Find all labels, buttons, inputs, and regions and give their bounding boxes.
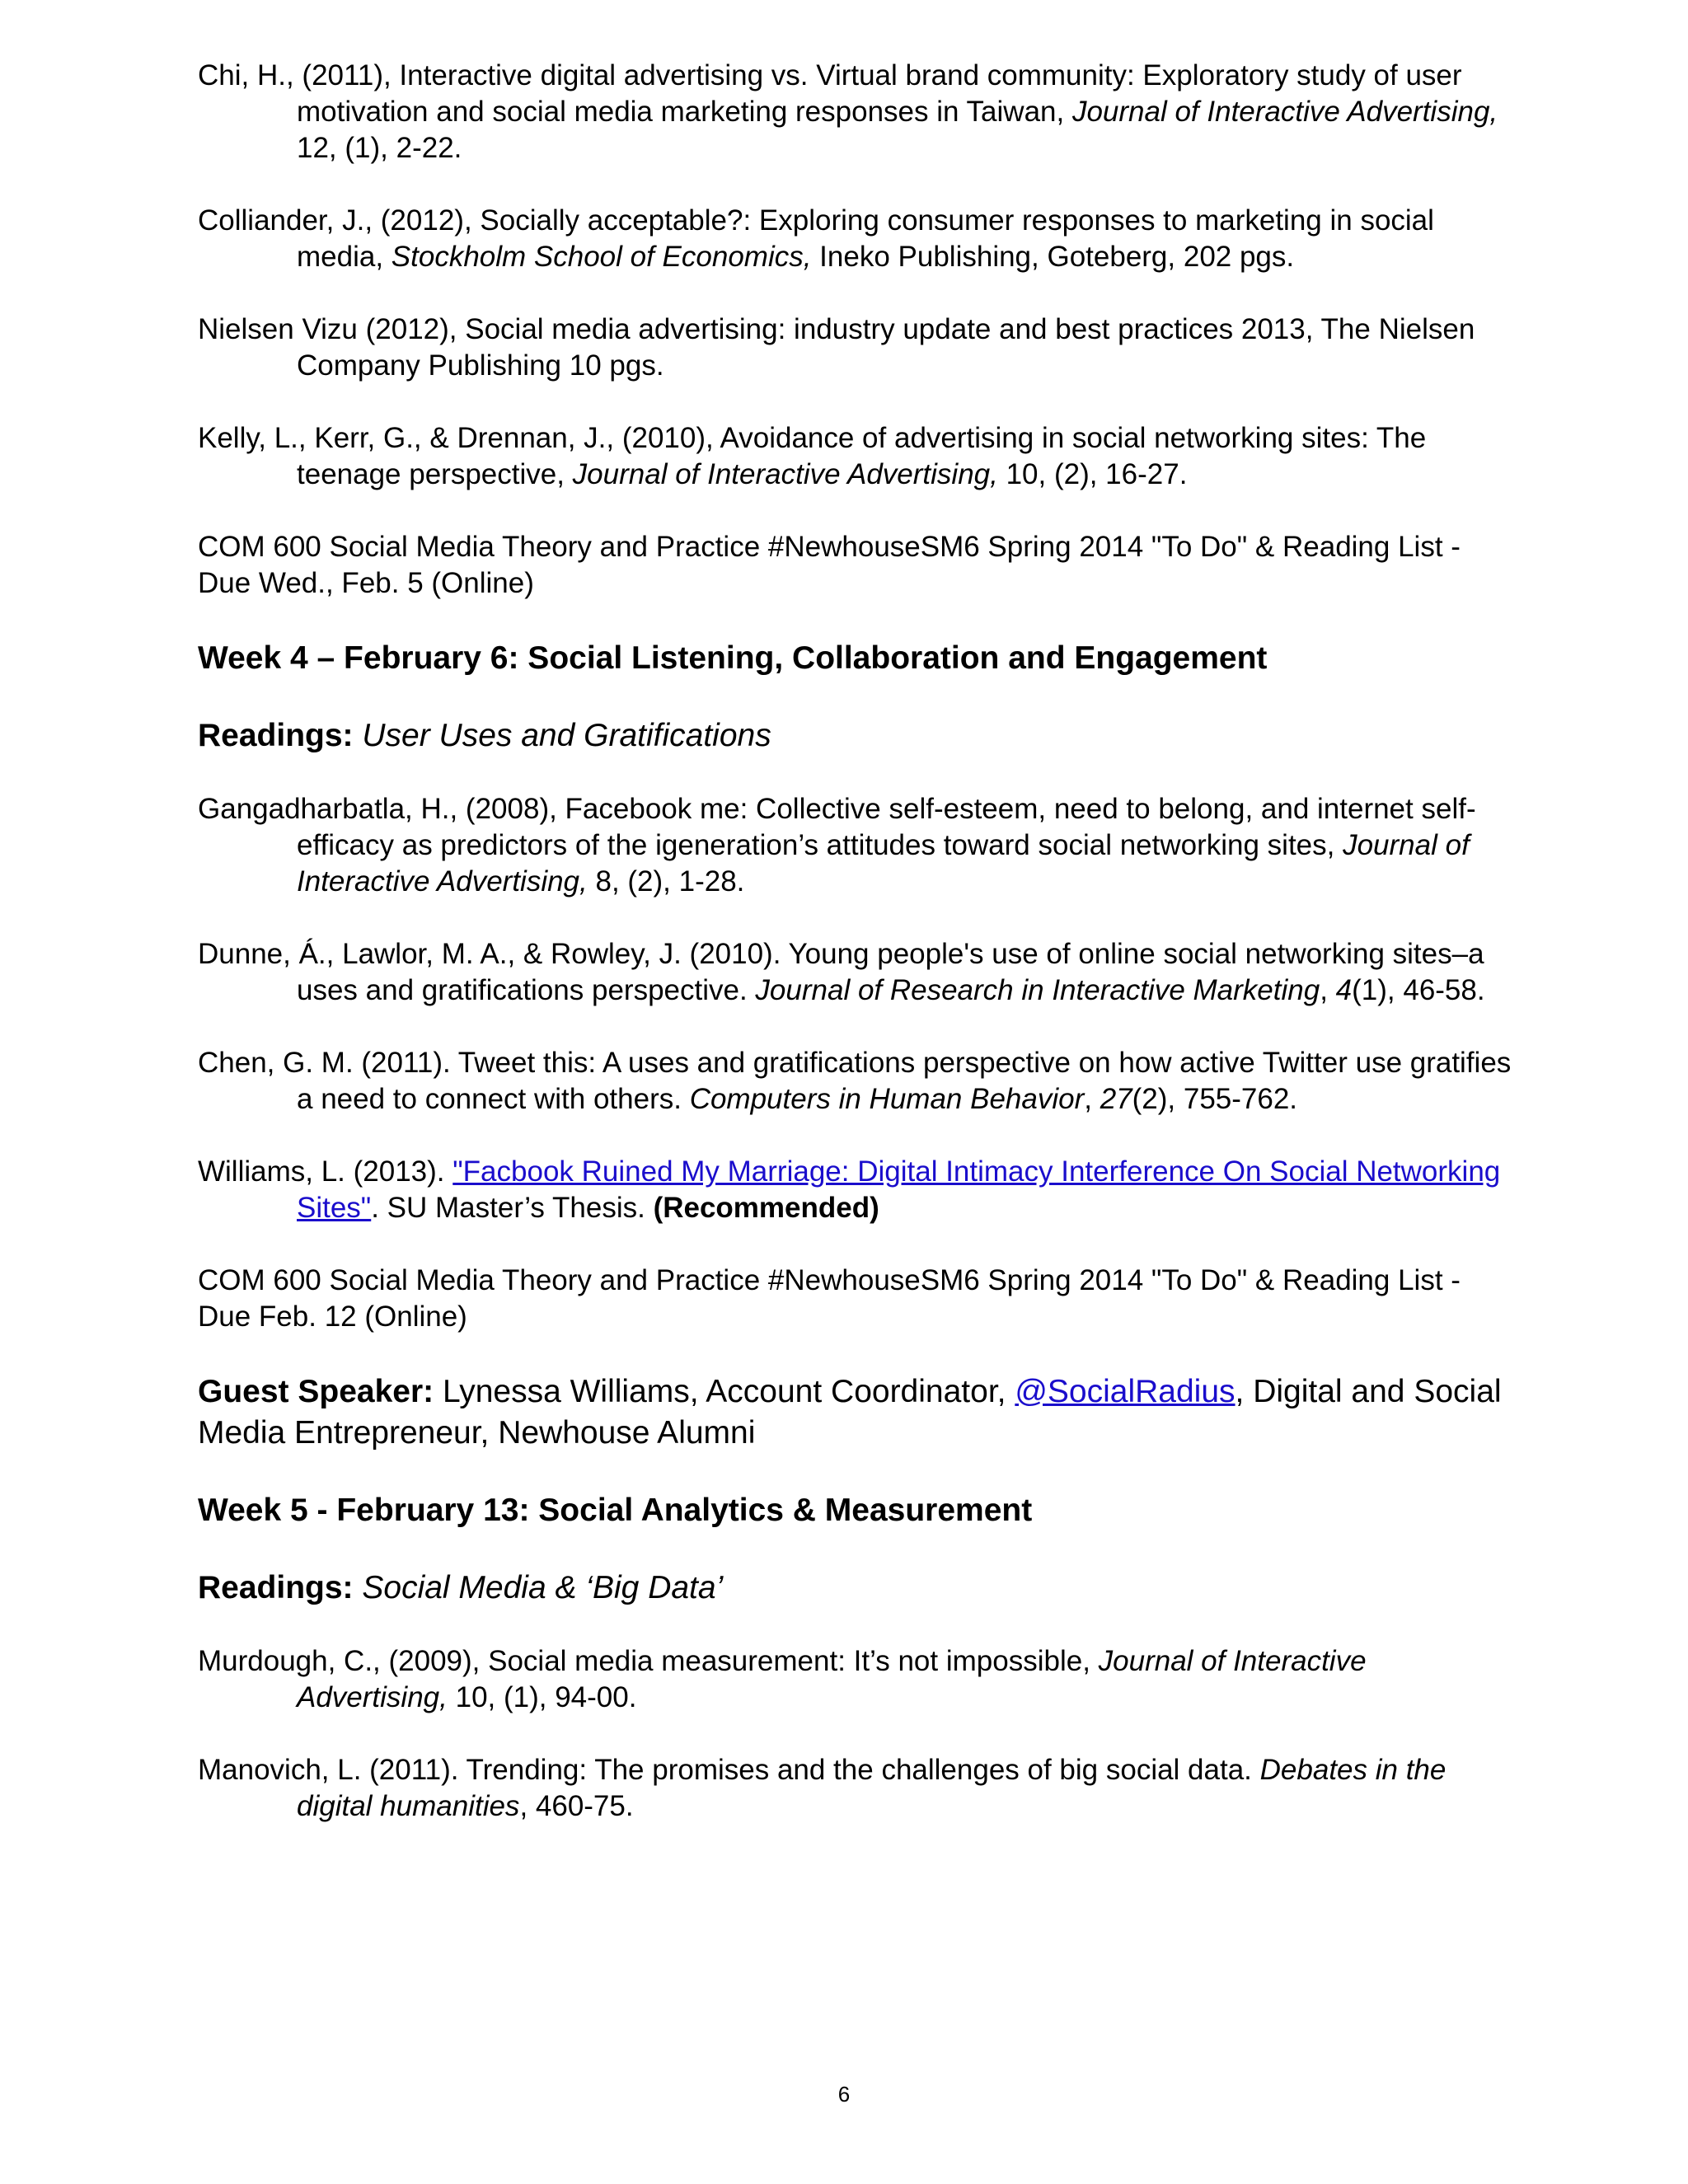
recommended-label: (Recommended) bbox=[653, 1192, 879, 1224]
todo-reading-list-1: COM 600 Social Media Theory and Practice #NewhouseSM6 Spring 2014 "To Do" & Reading List - Due Wed., Feb. 5 (Online) bbox=[198, 531, 1461, 599]
social-radius-link[interactable]: @SocialRadius bbox=[1015, 1374, 1236, 1409]
week-5-heading: Week 5 - February 13: Social Analytics & Measurement bbox=[198, 1493, 1033, 1528]
page-number: 6 bbox=[837, 2082, 851, 2107]
week-5-readings-title: Readings: Social Media & ‘Big Data’ bbox=[198, 1570, 724, 1605]
guest-speaker: Guest Speaker: Lynessa Williams, Account Coordinator, @SocialRadius, Digital and Social Media Entrepreneur, Newhouse Alumni bbox=[198, 1374, 1502, 1451]
document-page bbox=[198, 58, 1517, 1861]
reference-chi-2011: Chi, H., (2011), Interactive digital advertising vs. Virtual brand community: Exploratory study of user motivation and social media marketing responses in Taiwan, Journal of Interactive Advertising, 12, (1), 2-22. bbox=[198, 59, 1498, 164]
reference-colliander-2012: Colliander, J., (2012), Socially acceptable?: Exploring consumer responses to marketing in social media, Stockholm School of Economics, Ineko Publishing, Goteberg, 202 pgs. bbox=[198, 204, 1434, 273]
week-4-heading: Week 4 – February 6: Social Listening, Collaboration and Engagement bbox=[198, 640, 1268, 676]
reference-manovich-2011: Manovich, L. (2011). Trending: The promises and the challenges of big social data. Debates in the digital humanities, 460-75. bbox=[198, 1754, 1447, 1822]
thesis-link[interactable]: "Facbook Ruined My Marriage: Digital Intimacy Interference On Social Networking Sites" bbox=[297, 1155, 1501, 1224]
reference-gangadharbatla-2008: Gangadharbatla, H., (2008), Facebook me: Collective self-esteem, need to belong, and internet self-efficacy as predictors of the igeneration’s attitudes toward social networking sites, Journal of Interactive Advertising, 8, (2), 1-28. bbox=[198, 793, 1476, 898]
reference-dunne-2010: Dunne, Á., Lawlor, M. A., & Rowley, J. (2010). Young people's use of online social networking sites–a uses and gratifications perspective. Journal of Research in Interactive Marketing, 4(1), 46-58. bbox=[198, 938, 1485, 1006]
reference-murdough-2009: Murdough, C., (2009), Social media measurement: It’s not impossible, Journal of Interactive Advertising, 10, (1), 94-00. bbox=[198, 1645, 1367, 1713]
reference-chen-2011: Chen, G. M. (2011). Tweet this: A uses and gratifications perspective on how active Twitter use gratifies a need to connect with others. Computers in Human Behavior, 27(2), 755-762. bbox=[198, 1047, 1512, 1115]
week-4-readings-title: Readings: User Uses and Gratifications bbox=[198, 718, 771, 753]
reference-kelly-2010: Kelly, L., Kerr, G., & Drennan, J., (2010), Avoidance of advertising in social networking sites: The teenage perspective, Journal of Interactive Advertising, 10, (2), 16-27. bbox=[198, 422, 1427, 490]
reference-nielsen-2012: Nielsen Vizu (2012), Social media advertising: industry update and best practices 2013, The Nielsen Company Publishing 10 pgs. bbox=[198, 313, 1475, 382]
reference-williams-2013: Williams, L. (2013). "Facbook Ruined My Marriage: Digital Intimacy Interference On Social Networking Sites". SU Master’s Thesis. (Recommended) bbox=[198, 1155, 1501, 1224]
todo-reading-list-2: COM 600 Social Media Theory and Practice #NewhouseSM6 Spring 2014 "To Do" & Reading List - Due Feb. 12 (Online) bbox=[198, 1264, 1461, 1333]
